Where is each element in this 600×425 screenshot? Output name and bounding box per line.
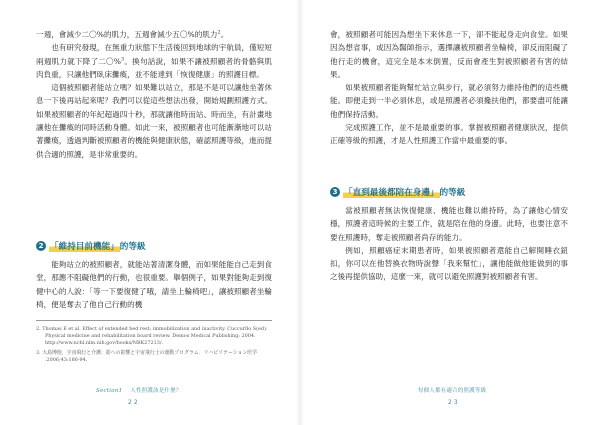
left-paragraph-4: 能夠站立的被照顧者，就能站著清潔身體，而如果能能自己走到食堂，那應不阻礙他們的行動，也很重要。舉個例子，如果對能夠走到復健中心的人說：「等一下要復健了哦，請坐上輪椅吧」，讓被照顧者坐輪椅，便是奪去了他自己行動的機: [36, 260, 272, 309]
left-paragraph-2: 也有研究發現，在無重力狀態下生活後回到地球的宇航員，僅短短兩週肌力就下降了二〇%$^3$。換句話說，如果不讓被照顧者的骨骼與肌肉負重，只讓他們臥床攤瘓，並不能達到「恢復健康」的照護目標。: [36, 43, 273, 79]
right-page-number: 23: [448, 399, 460, 406]
footnote-2: 2. Thomas E et al. Effect of extended bed rest; immobilization and inactivity. Cuccurllo S(ed). Physical medicine and rehabilitation board review. Demos Medical Publishing: 2004. http://www.ncbi.nlm.nih.gov/books/NBK27213/.: [36, 326, 268, 347]
right-paragraph-2: 如果被照顧者能夠幫忙站立與步行，就必須努力維持他們的這些機能。即便走到一半必須休息，或是照護者必須攙扶他們，都要盡可能讓他們保持活動。: [330, 83, 568, 119]
footnote-3: 3. 大島博他．宇宙飛行と介護：筋への影響と宇宙飛行士の運動プログラム．リハビリテーション医学 .2006;43:186-94.: [36, 349, 258, 363]
footer-section-label: Section1: [96, 388, 123, 394]
section-number-badge: 3: [330, 187, 340, 197]
right-paragraph-3: 完成照護工作，並不是最重要的事。掌握被照顧者健康狀況，提供正確等級的照護，才是人性照護工作當中最重要的事。: [330, 123, 568, 146]
book-gutter: [296, 0, 304, 425]
left-section-heading: [36, 240, 146, 252]
footnotes: [36, 326, 272, 364]
heading-highlight: 「直到最後都陪在身邊」: [344, 188, 439, 198]
right-paragraph-1: 會，被照顧者可能因為想坐下來休息一下，卻不能起身走向食堂。如果因為想省事，或因為醫師指示，選擇讓被照顧者坐輪椅，卻反而阻礙了他行走的機會，這完全是本末倒置，反而會產生對被照顧者有害的結果。: [330, 30, 568, 79]
left-running-footer: [96, 386, 182, 394]
footer-chapter-title: 每個人都有適合的照護等級: [418, 388, 487, 394]
heading-highlight: 「維持目前機能」: [50, 242, 119, 252]
left-paragraph-3: 這個被照顧者能站立嗎？如果難以站立，那是不是可以讓他坐著休息一下後再站起來呢？我們可以從這些想法出發，開始規劃照護方式。如果被照顧者的年紀超過四十秒，那就讓他時而站、時而坐，有計畫地讓他在攤瘓的同時活動身體。如此一來，被照顧者也可能漸漸地可以站著攤瘓，透過判斷被照顧者的機能與健康狀態，確認照護等級，進而提供合適的照護，是非常重要的。: [36, 83, 272, 159]
right-body-top: [330, 28, 568, 148]
footnote-marker: 3: [121, 56, 125, 63]
right-body-bottom: [330, 204, 568, 284]
left-paragraph-1: 一週，會減少二〇%的肌力，五週會減少五〇%的肌力$^2$。: [36, 29, 229, 39]
footnote-rule: [36, 320, 272, 321]
section-number-badge: 2: [36, 241, 46, 251]
heading-suffix: 的等級: [119, 242, 146, 252]
right-running-footer: [418, 386, 486, 394]
right-paragraph-4: 當被照顧者無法恢復健康、機能也難以維持時，為了讓他心情安穩，照護者這時候的主要工作，就是陪在他的身邊。此時，也要注意不要在照護時，奪走被照顧者尚存的能力。: [330, 206, 568, 242]
left-page-number: 22: [128, 399, 140, 406]
left-body-bottom: [36, 258, 272, 311]
right-section-heading: [330, 186, 465, 198]
right-paragraph-5: 例如，照顧癌症末期患者時，如果被照顧者還能自己解開睡衣鈕扣，你可以在他替換衣物時說聲「我來幫忙」，讓他能做他能做到的事之後再提供協助，這麼一來，就可以避免照護對被照顧者有害。: [330, 245, 568, 282]
footnote-marker: 2: [217, 29, 221, 36]
left-body-top: [36, 28, 272, 161]
footer-chapter-title: 人性照護該是什麼？: [130, 388, 182, 394]
heading-suffix: 的等級: [439, 188, 466, 198]
